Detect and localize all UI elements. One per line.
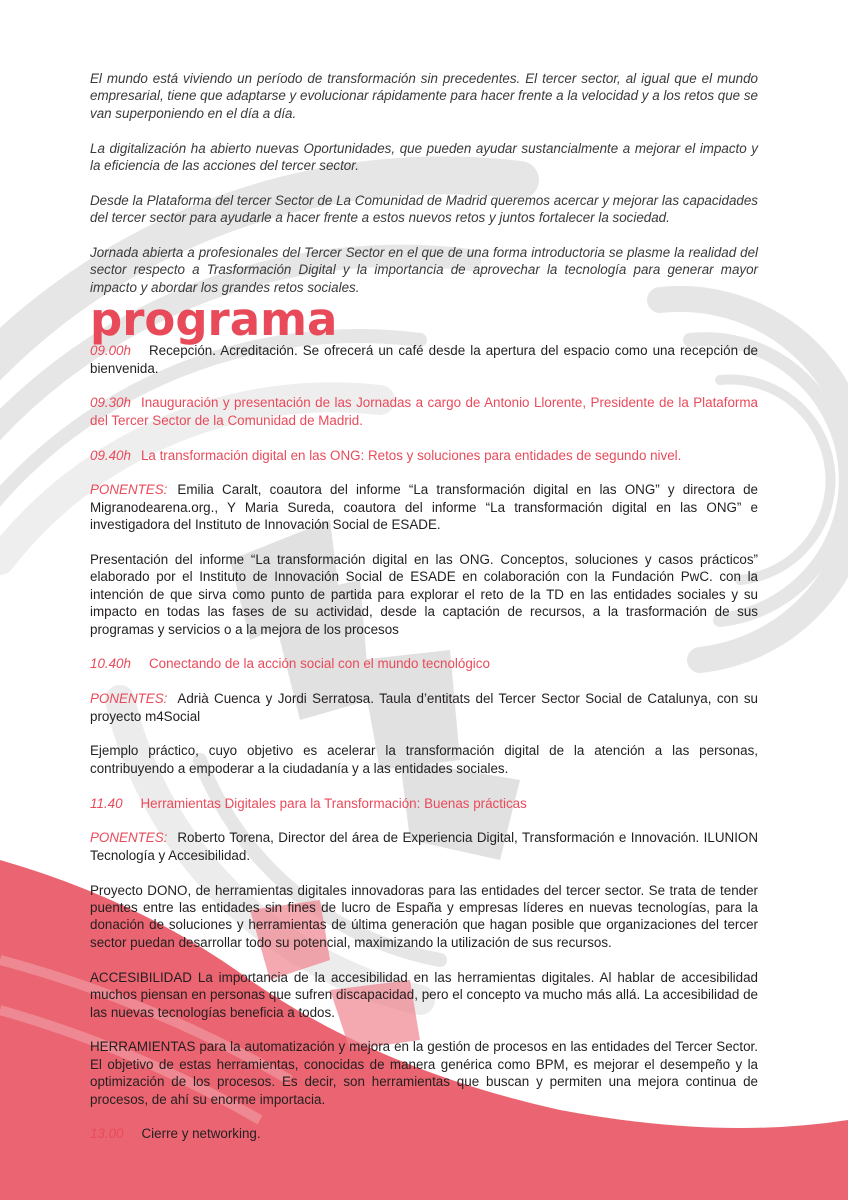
page-content <box>90 70 758 1160</box>
program-item-0930 <box>90 394 758 429</box>
intro-paragraph-1: El mundo está viviendo un período de transformación sin precedentes. El tercer sector, al igual que el mundo empresarial, tiene que adaptarse y evolucionar rápidamente para hacer frente a la velocidad y a los retos que se van superponiendo en el día a día. <box>90 71 758 121</box>
program-item-1140-description-herramientas: HERRAMIENTAS para la automatización y mejora en la gestión de procesos en las entidades del Tercer Sector. El objetivo de estas herramientas, conocidas de manera genérica como BPM, es mejorar el desempeño y la optimización de los procesos. Es decir, son herramientas que buscan y permiten una mejora continua de procesos, de ahí su enorme importacia. <box>90 1039 758 1107</box>
intro-paragraph-4: Jornada abierta a profesionales del Tercer Sector en el que de una forma introductoria se plasme la realidad del sector respecto a Trasformación Digital y la importancia de aprovechar la tecnología para generar mayor impacto y abordar los grandes retos sociales. <box>90 245 758 295</box>
program-item-1040-title <box>90 655 758 672</box>
ponentes-text: Adrià Cuenca y Jordi Serratosa. Taula d’entitats del Tercer Sector Social de Catalunya, con su proyecto m4Social <box>90 691 758 724</box>
program-time: 13.00 <box>90 1126 124 1142</box>
program-heading: programa <box>90 293 338 347</box>
program-title: Conectando de la acción social con el mundo tecnológico <box>148 656 490 672</box>
program-time: 09.30h <box>90 395 131 411</box>
program-item-0940-ponentes <box>90 481 758 533</box>
ponentes-label: PONENTES: <box>90 482 168 498</box>
program-text: Inauguración y presentación de las Jornadas a cargo de Antonio Llorente, Presidente de la Plataforma del Tercer Sector de la Comunidad de Madrid. <box>90 395 758 428</box>
ponentes-label: PONENTES: <box>90 830 168 846</box>
program-item-0900 <box>90 342 758 377</box>
program-time: 09.00h <box>90 343 131 359</box>
program-item-1040-description: Ejemplo práctico, cuyo objetivo es acelerar la transformación digital de la atención a las personas, contribuyendo a empoderar a la ciudadanía y a las entidades sociales. <box>90 743 758 776</box>
ponentes-text: Emilia Caralt, coautora del informe “La transformación digital en las ONG” y directora de Migranodearena.org., Y Maria Sureda, coautora del informe “La transformación digital en las ONG” e investigadora del Instituto de Innovación Social de ESADE. <box>90 482 758 533</box>
program-time: 09.40h <box>90 447 131 463</box>
program-text: Cierre y networking. <box>141 1126 261 1142</box>
ponentes-text: Roberto Torena, Director del área de Experiencia Digital, Transformación e Innovación. ILUNION Tecnología y Accesibilidad. <box>90 830 758 863</box>
program-item-1040-ponentes <box>90 690 758 725</box>
ponentes-label: PONENTES: <box>90 691 168 707</box>
program-item-1140-description-accesibilidad: ACCESIBILIDAD La importancia de la accesibilidad en las herramientas digitales. Al hablar de accesibilidad muchos piensan en personas que sufren discapacidad, pero el concepto va mucho más allá. La accesibilidad de las nuevas tecnologías beneficia a todos. <box>90 969 758 1020</box>
program-time: 10.40h <box>90 656 131 672</box>
program-item-0940-description: Presentación del informe “La transformación digital en las ONG. Conceptos, soluciones y casos prácticos” elaborado por el Instituto de Innovación Social de ESADE en colaboración con la Fundación PwC. con la intención de que sirva como punto de partida para explorar el reto de la TD en las entidades sociales y su impacto en todas las fases de su actividad, desde la captación de recursos, a la trasformación de sus programas y servicios o a la mejora de los procesos <box>90 552 758 637</box>
program-text: Recepción. Acreditación. Se ofrecerá un café desde la apertura del espacio como una recepción de bienvenida. <box>90 343 758 376</box>
program-item-1140-ponentes <box>90 829 758 864</box>
program-item-1140-description-dono: Proyecto DONO, de herramientas digitales innovadoras para las entidades del tercer sector. Se trata de tender puentes entre las entidades sin fines de lucro de España y empresas líderes en nuevas tecnologías, para la donación de soluciones y herramientas de última generación que hagan posible que organizaciones del tercer sector puedan desarrollar todo su potencial, maximizando la utilización de sus recursos. <box>90 882 758 950</box>
program-title: La transformación digital en las ONG: Retos y soluciones para entidades de segundo nivel. <box>140 447 682 463</box>
program-item-1300 <box>90 1125 758 1142</box>
program-item-1140-title <box>90 795 758 812</box>
program-title: Herramientas Digitales para la Transformación: Buenas prácticas <box>140 795 527 811</box>
program-item-0940-title <box>90 447 758 464</box>
program-time: 11.40 <box>90 795 123 811</box>
intro-paragraph-2: La digitalización ha abierto nuevas Oportunidades, que pueden ayudar sustancialmente a mejorar el impacto y la eficiencia de las acciones del tercer sector. <box>90 140 758 174</box>
intro-paragraph-3: Desde la Plataforma del tercer Sector de La Comunidad de Madrid queremos acercar y mejorar las capacidades del tercer sector para ayudarle a hacer frente a estos nuevos retos y juntos fortalecer la sociedad. <box>90 192 758 226</box>
